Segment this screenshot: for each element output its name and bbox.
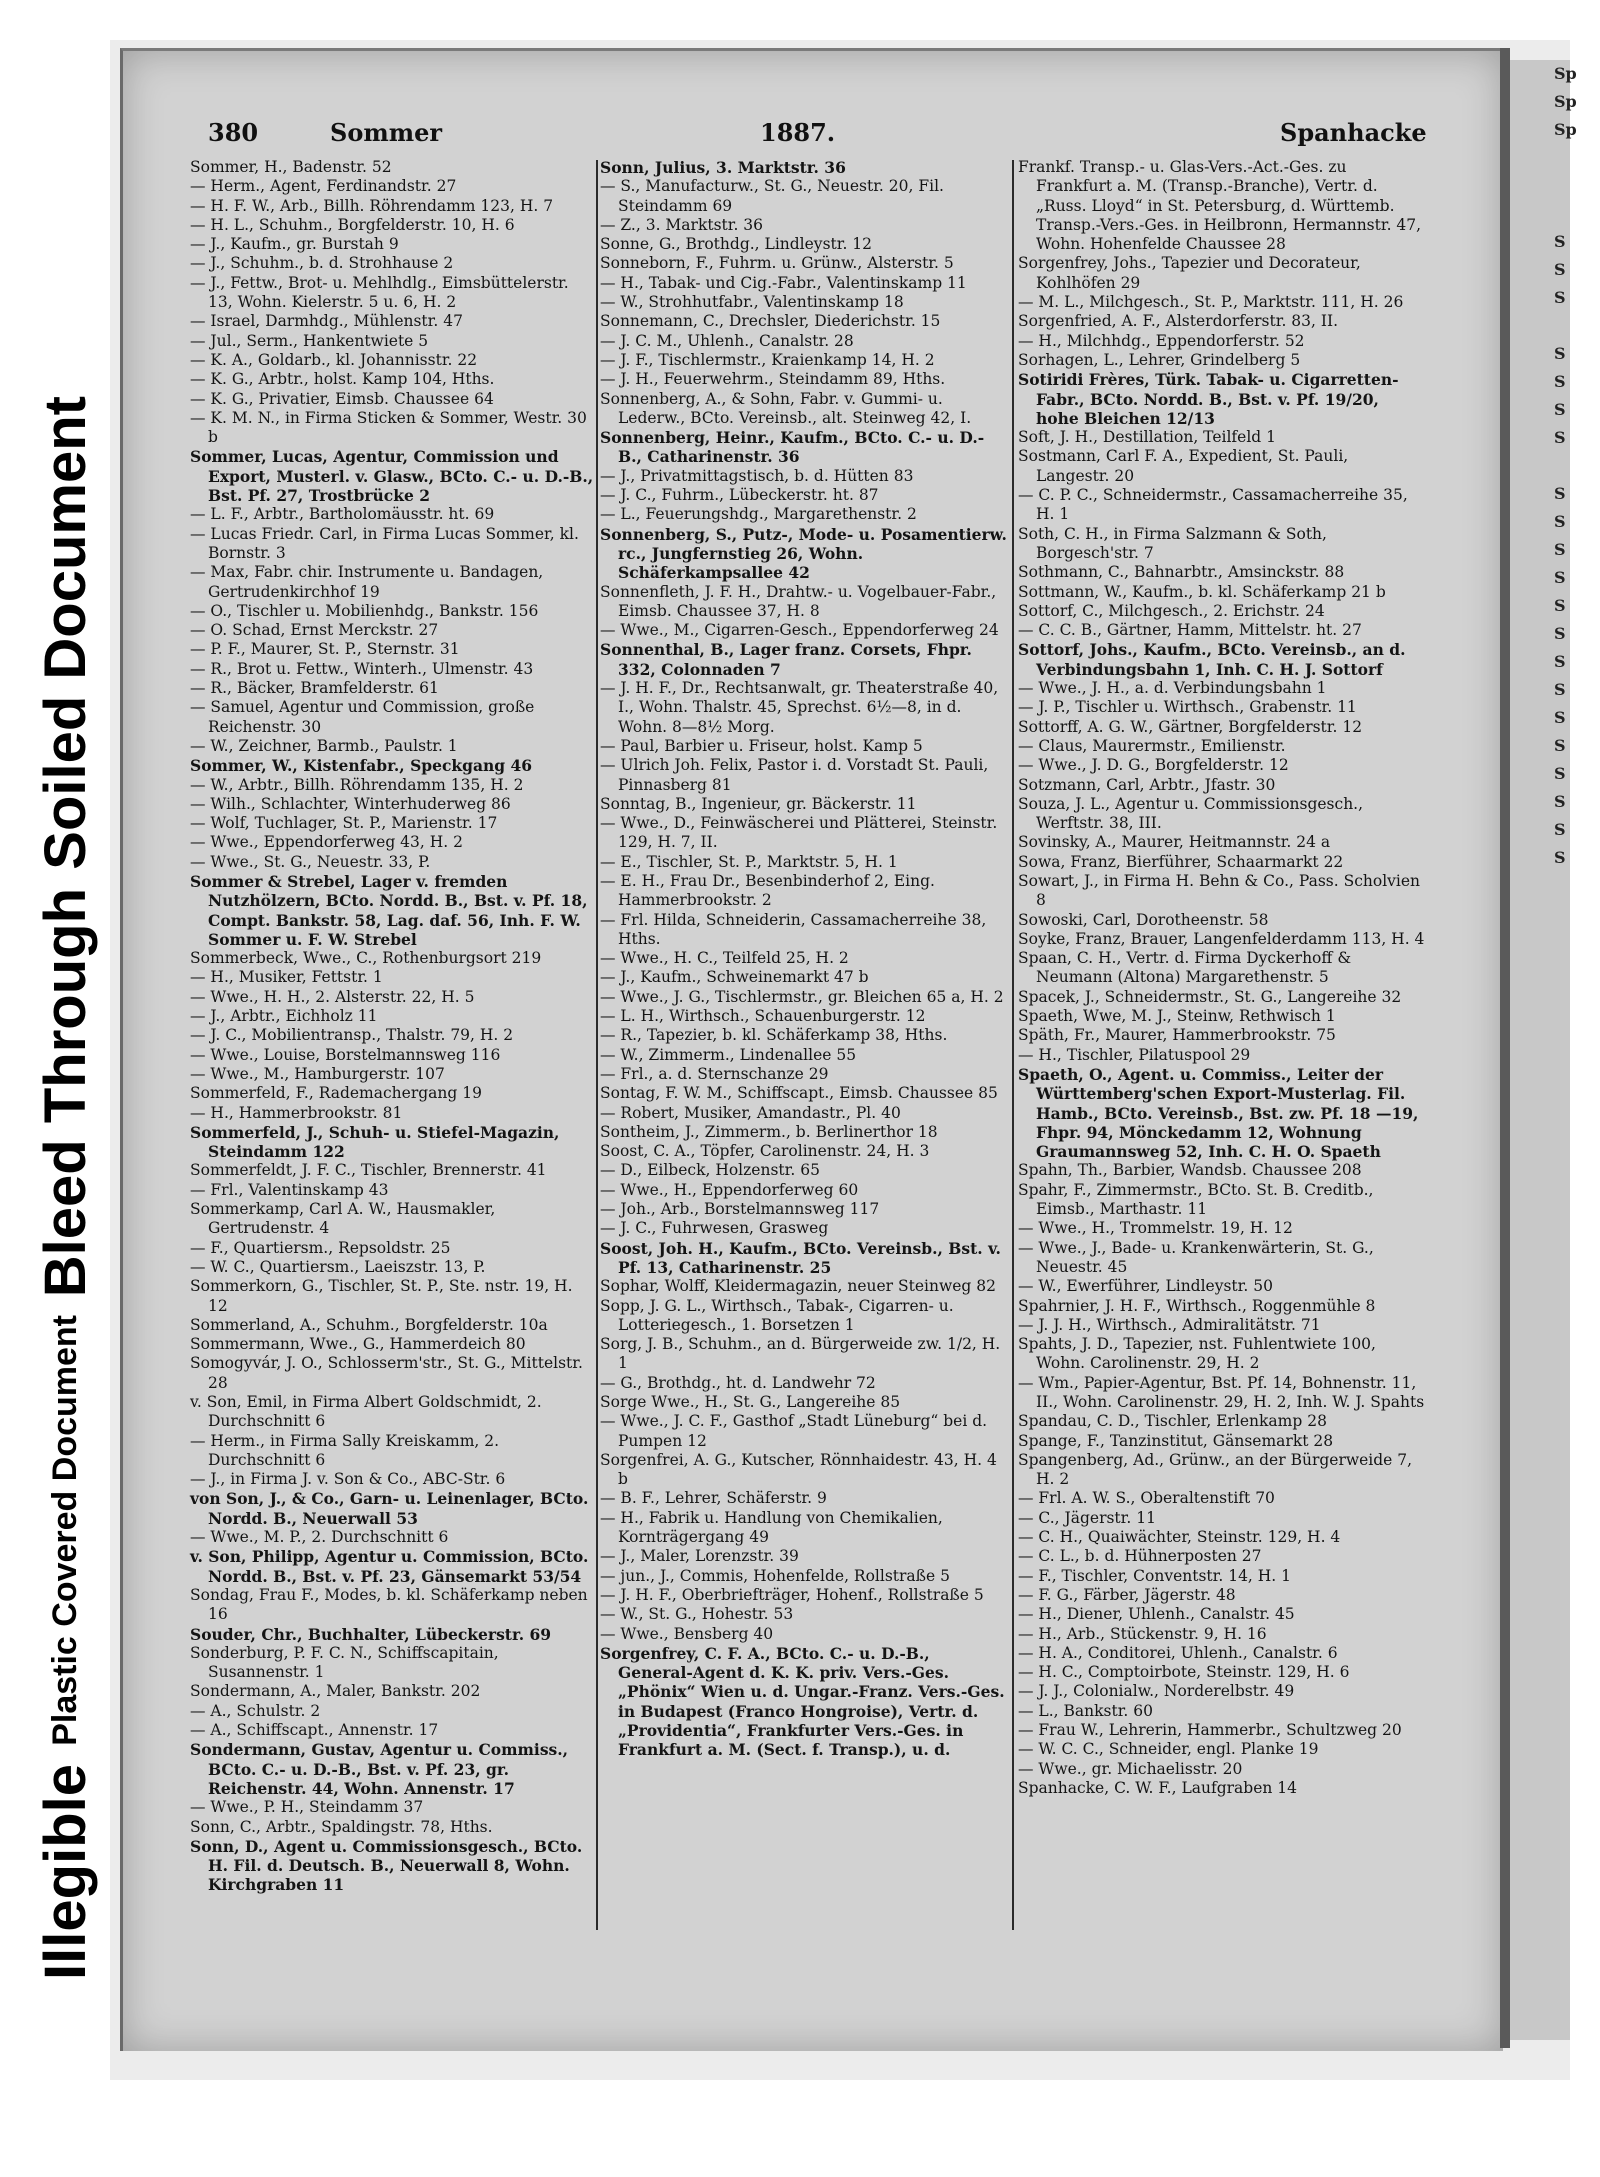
- directory-entry: Sonnenberg, A., & Sohn, Fabr. v. Gummi- u. Lederw., BCto. Vereinsb., alt. Steinweg 42, I.: [600, 389, 972, 427]
- directory-entry: — S., Manufacturw., St. G., Neuestr. 20, Fil. Steindamm 69: [600, 177, 944, 215]
- directory-entry: — J. C., Mobilientransp., Thalstr. 79, H. 2: [190, 1026, 514, 1045]
- directory-entry: Sonderburg, P. F. C. N., Schiffscapitain, Susannenstr. 1: [190, 1643, 499, 1682]
- directory-entry: Soft, J. H., Destillation, Teilfeld 1: [1018, 428, 1276, 447]
- directory-entry: — W., Arbtr., Billh. Röhrendamm 135, H. 2: [190, 775, 524, 794]
- directory-column-2: [600, 158, 1008, 1938]
- directory-entry: — H. C., Comptoirbote, Steinstr. 129, H. 6: [1018, 1663, 1350, 1682]
- directory-entry: Sommerfeldt, J. F. C., Tischler, Brennerstr. 41: [190, 1161, 547, 1180]
- directory-entry: — B. F., Lehrer, Schäferstr. 9: [600, 1489, 827, 1508]
- directory-entry: — W., St. G., Hohestr. 53: [600, 1605, 794, 1624]
- directory-entry: — H. L., Schuhm., Borgfelderstr. 10, H. 6: [190, 215, 515, 234]
- directory-entry: — J. C., Fuhrwesen, Grasweg: [600, 1219, 829, 1238]
- directory-entry: — Wwe., H., Trommelstr. 19, H. 12: [1018, 1219, 1293, 1238]
- next-page-fragment: S: [1554, 428, 1566, 447]
- next-page-fragment: [1510, 172, 1570, 200]
- directory-entry: — K. A., Goldarb., kl. Johannisstr. 22: [190, 350, 478, 369]
- directory-entry: — W., Zeichner, Barmb., Paulstr. 1: [190, 736, 458, 755]
- banner-bleed-through: Bleed Through: [32, 888, 98, 1298]
- directory-entry: Sonnenberg, S., Putz-, Mode- u. Posamentierw. rc., Jungfernstieg 26, Wohn. Schäferkampsallee 42: [600, 524, 1007, 583]
- directory-entry: Spahn, Th., Barbier, Wandsb. Chaussee 208: [1018, 1161, 1362, 1180]
- directory-entry: — J., Kaufm., Schweinemarkt 47 b: [600, 968, 869, 987]
- directory-entry: — H. A., Conditorei, Uhlenh., Canalstr. 6: [1018, 1643, 1338, 1662]
- running-head-left: Sommer: [330, 118, 443, 147]
- directory-entry: Sonnenfleth, J. F. H., Drahtw.- u. Vogelbauer-Fabr., Eimsb. Chaussee 37, H. 8: [600, 582, 997, 620]
- directory-entry: — L., Bankstr. 60: [1018, 1701, 1153, 1720]
- directory-entry: — C. L., b. d. Hühnerposten 27: [1018, 1547, 1262, 1566]
- next-page-fragment: [1510, 312, 1570, 340]
- page-header: [200, 118, 1440, 150]
- directory-entry: — Wwe., J. H., a. d. Verbindungsbahn 1: [1018, 679, 1327, 698]
- banner-plastic-covered: Plastic Covered Document: [45, 1315, 84, 1747]
- directory-entry: v. Son, Emil, in Firma Albert Goldschmidt, 2. Durchschnitt 6: [190, 1393, 542, 1431]
- directory-entry: — J., Privatmittagstisch, b. d. Hütten 83: [600, 466, 914, 485]
- directory-entry: — L. H., Wirthsch., Schauenburgerstr. 12: [600, 1007, 926, 1026]
- next-page-fragment: S: [1554, 764, 1566, 783]
- next-page-fragment: S: [1554, 652, 1566, 671]
- directory-entry: — Frl., Valentinskamp 43: [190, 1180, 389, 1199]
- book-gutter: [1500, 48, 1510, 2048]
- directory-entry: Sorhagen, L., Lehrer, Grindelberg 5: [1018, 350, 1301, 369]
- directory-entry: Sonne, G., Brothdg., Lindleystr. 12: [600, 235, 873, 254]
- directory-entry: — Claus, Maurermstr., Emilienstr.: [1018, 736, 1286, 755]
- directory-entry: Sorgenfrei, A. G., Kutscher, Rönnhaidestr. 43, H. 4 b: [600, 1450, 997, 1489]
- directory-entry: — J. P., Tischler u. Wirthsch., Grabenstr. 11: [1018, 698, 1357, 717]
- running-head-year: 1887.: [760, 118, 836, 147]
- directory-entry: Sommer, H., Badenstr. 52: [190, 158, 392, 176]
- directory-entry: Sommerkorn, G., Tischler, St. P., Ste. nstr. 19, H. 12: [190, 1277, 573, 1315]
- directory-entry: — Frl., a. d. Sternschanze 29: [600, 1064, 829, 1083]
- directory-entry: Spahts, J. D., Tapezier, nst. Fuhlentwiete 100, Wohn. Carolinenstr. 29, H. 2: [1018, 1335, 1376, 1373]
- directory-entry: Sommerland, A., Schuhm., Borgfelderstr. 10a: [190, 1315, 548, 1334]
- next-page-fragment: [1510, 144, 1570, 172]
- directory-entry: Sostmann, Carl F. A., Expedient, St. Pauli, Langestr. 20: [1018, 447, 1349, 485]
- directory-entry: — R., Brot u. Fettw., Winterh., Ulmenstr. 43: [190, 659, 534, 678]
- directory-entry: — R., Bäcker, Bramfelderstr. 61: [190, 679, 439, 698]
- directory-entry: — Jul., Serm., Hankentwiete 5: [190, 331, 429, 350]
- directory-entry: Sonnemann, C., Drechsler, Diederichstr. 15: [600, 312, 941, 331]
- directory-entry: — Wolf, Tuchlager, St. P., Marienstr. 17: [190, 814, 498, 833]
- directory-entry: — H., Hammerbrookstr. 81: [190, 1103, 403, 1122]
- directory-entry: — K. G., Arbtr., holst. Kamp 104, Hths.: [190, 370, 495, 389]
- directory-entry: Sommermann, Wwe., G., Hammerdeich 80: [190, 1335, 526, 1354]
- directory-entry: — O., Tischler u. Mobilienhdg., Bankstr. 156: [190, 601, 539, 620]
- next-page-fragment: S: [1554, 568, 1566, 587]
- next-page-fragment: S: [1554, 708, 1566, 727]
- directory-entry: Spaan, C. H., Vertr. d. Firma Dyckerhoff & Neumann (Altona) Margarethenstr. 5: [1018, 949, 1352, 987]
- directory-entry: Sonn, D., Agent u. Commissionsgesch., BCto. H. Fil. d. Deutsch. B., Neuerwall 8, Wohn. Kirchgraben 11: [190, 1836, 583, 1895]
- directory-column-3: [1018, 158, 1426, 1938]
- directory-entry: Sorgenfried, A. F., Alsterdorferstr. 83, II.: [1018, 312, 1339, 331]
- directory-entry: — J. F., Tischlermstr., Kraienkamp 14, H. 2: [600, 350, 935, 369]
- next-page-fragment: S: [1554, 540, 1566, 559]
- next-page-fragment: Sp: [1554, 92, 1577, 111]
- directory-entry: Spanhacke, C. W. F., Laufgraben 14: [1018, 1778, 1297, 1797]
- directory-entry: — K. M. N., in Firma Sticken & Sommer, Westr. 30 b: [190, 408, 587, 447]
- directory-entry: — L., Feuerungshdg., Margarethenstr. 2: [600, 505, 917, 524]
- directory-entry: — J., in Firma J. v. Son & Co., ABC-Str. 6: [190, 1470, 506, 1489]
- directory-entry: — Israel, Darmhdg., Mühlenstr. 47: [190, 312, 463, 331]
- directory-entry: — Wwe., Louise, Borstelmannsweg 116: [190, 1045, 501, 1064]
- directory-entry: — F. G., Färber, Jägerstr. 48: [1018, 1585, 1236, 1604]
- directory-entry: — Frau W., Lehrerin, Hammerbr., Schultzweg 20: [1018, 1721, 1402, 1740]
- directory-entry: — Paul, Barbier u. Friseur, holst. Kamp 5: [600, 736, 923, 755]
- directory-entry: Sophar, Wolff, Kleidermagazin, neuer Steinweg 82: [600, 1277, 996, 1296]
- directory-entry: Sowoski, Carl, Dorotheenstr. 58: [1018, 910, 1269, 929]
- directory-entry: Späth, Fr., Maurer, Hammerbrookstr. 75: [1018, 1026, 1336, 1045]
- directory-entry: — Wwe., M., Hamburgerstr. 107: [190, 1064, 445, 1083]
- directory-entry: — H., Diener, Uhlenh., Canalstr. 45: [1018, 1605, 1295, 1624]
- directory-entry: — H., Fabrik u. Handlung von Chemikalien, Kornträgergang 49: [600, 1508, 943, 1547]
- directory-entry: Spahrnier, J. H. F., Wirthsch., Roggenmühle 8: [1018, 1296, 1376, 1315]
- directory-entry: — K. G., Privatier, Eimsb. Chaussee 64: [190, 389, 494, 408]
- directory-entry: Sontheim, J., Zimmerm., b. Berlinerthor 18: [600, 1122, 938, 1141]
- directory-entry: — J. H., Feuerwehrm., Steindamm 89, Hths.: [600, 370, 946, 389]
- directory-entry: — M. L., Milchgesch., St. P., Marktstr. 111, H. 26: [1018, 293, 1404, 312]
- directory-entry: Sottorff, A. G. W., Gärtner, Borgfelderstr. 12: [1018, 717, 1363, 736]
- directory-entry: Sottmann, W., Kaufm., b. kl. Schäferkamp 21 b: [1018, 582, 1386, 601]
- directory-entry: — J., Kaufm., gr. Burstah 9: [190, 235, 399, 254]
- directory-entry: Sommerbeck, Wwe., C., Rothenburgsort 219: [190, 949, 542, 968]
- directory-entry: — H. F. W., Arb., Billh. Röhrendamm 123, H. 7: [190, 196, 554, 215]
- next-page-fragment: S: [1554, 512, 1566, 531]
- directory-entry: — J. C. M., Uhlenh., Canalstr. 28: [600, 331, 854, 350]
- directory-entry: — Lucas Friedr. Carl, in Firma Lucas Sommer, kl. Bornstr. 3: [190, 524, 579, 562]
- directory-entry: — J., Arbtr., Eichholz 11: [190, 1007, 378, 1026]
- column-rule: [596, 160, 598, 1930]
- directory-entry: — Robert, Musiker, Amandastr., Pl. 40: [600, 1103, 901, 1122]
- directory-entry: — Wwe., Eppendorferweg 43, H. 2: [190, 833, 463, 852]
- directory-entry: — J. J., Colonialw., Norderelbstr. 49: [1018, 1682, 1295, 1701]
- next-page-fragment: S: [1554, 820, 1566, 839]
- directory-entry: Souza, J. L., Agentur u. Commissionsgesch., Werftstr. 38, III.: [1018, 794, 1364, 833]
- directory-entry: Sommerfeld, F., Rademachergang 19: [190, 1084, 482, 1103]
- directory-entry: — J., Schuhm., b. d. Strohhause 2: [190, 254, 454, 273]
- directory-entry: Spaeth, O., Agent. u. Commiss., Leiter der Württemberg'schen Export-Musterlag. Fil. Hamb., BCto. Vereinsb., Bst. zw. Pf. 18 —19, Fhpr. 94, Mönckedamm 12, Wohnung Graumannsweg 52, Inh. C. H. O. Spaeth: [1018, 1064, 1419, 1162]
- next-page-fragment: S: [1554, 372, 1566, 391]
- directory-entry: — E., Tischler, St. P., Marktstr. 5, H. 1: [600, 852, 898, 871]
- page-number: 380: [208, 118, 259, 147]
- directory-entry: Sowart, J., in Firma H. Behn & Co., Pass. Scholvien 8: [1018, 871, 1421, 910]
- directory-entry: Sorge Wwe., H., St. G., Langereihe 85: [600, 1393, 901, 1411]
- directory-entry: — J. J. H., Wirthsch., Admiralitätstr. 71: [1018, 1315, 1321, 1334]
- directory-entry: — Z., 3. Marktstr. 36: [600, 215, 764, 234]
- next-page-fragment: S: [1554, 680, 1566, 699]
- directory-entry: Sorgenfrey, C. F. A., BCto. C.- u. D.-B., General-Agent d. K. K. priv. Vers.-Ges. „Phönix“ Wien u. d. Ungar.-Franz. Vers.-Ges. in Budapest (Franco Hongroise), Vertr. d. „Providentia“, Frankfurter Vers.-Ges. in Frankfurt a. M. (Sect. f. Transp.), u. d.: [600, 1643, 1005, 1760]
- directory-entry: Sorgenfrey, Johs., Tapezier und Decorateur, Kohlhöfen 29: [1018, 254, 1361, 292]
- directory-entry: — Wm., Papier-Agentur, Bst. Pf. 14, Bohnenstr. 11, II., Wohn. Carolinenstr. 29, H. 2, Inh. W. J. Spahts: [1018, 1373, 1425, 1411]
- next-page-fragment: [1510, 452, 1570, 480]
- directory-entry: Sopp, J. G. L., Wirthsch., Tabak-, Cigarren- u. Lotteriegesch., 1. Borsetzen 1: [600, 1296, 954, 1334]
- directory-entry: Sonnenberg, Heinr., Kaufm., BCto. C.- u. D.-B., Catharinenstr. 36: [600, 428, 985, 467]
- directory-entry: Sommer & Strebel, Lager v. fremden Nutzhölzern, BCto. Nordd. B., Bst. v. Pf. 18, Compt. Bankstr. 58, Lag. daf. 56, Inh. F. W. Sommer u. F. W. Strebel: [190, 871, 588, 949]
- directory-entry: Souder, Chr., Buchhalter, Lübeckerstr. 69: [190, 1624, 552, 1644]
- next-page-fragment: S: [1554, 792, 1566, 811]
- directory-entry: — Wwe., M., Cigarren-Gesch., Eppendorferweg 24: [600, 621, 999, 640]
- directory-entry: Sondermann, A., Maler, Bankstr. 202: [190, 1682, 481, 1701]
- directory-entry: — H., Tischler, Pilatuspool 29: [1018, 1045, 1251, 1064]
- next-page-fragment: Sp: [1554, 64, 1577, 83]
- directory-entry: — Wilh., Schlachter, Winterhuderweg 86: [190, 794, 511, 813]
- directory-entry: Sondermann, Gustav, Agentur u. Commiss., BCto. C.- u. D.-B., Bst. v. Pf. 23, gr. Reichenstr. 44, Wohn. Annenstr. 17: [190, 1740, 569, 1798]
- directory-entry: — jun., J., Commis, Hohenfelde, Rollstraße 5: [600, 1566, 950, 1585]
- directory-entry: — J., Maler, Lorenzstr. 39: [600, 1547, 799, 1566]
- directory-entry: — Frl. A. W. S., Oberaltenstift 70: [1018, 1489, 1275, 1508]
- directory-entry: — L. F., Arbtr., Bartholomäusstr. ht. 69: [190, 505, 495, 524]
- directory-entry: von Son, J., & Co., Garn- u. Leinenlager, BCto. Nordd. B., Neuerwall 53: [190, 1489, 589, 1528]
- directory-entry: Somogyvár, J. O., Schlosserm'str., St. G., Mittelstr. 28: [190, 1354, 583, 1392]
- directory-entry: — W. C. C., Schneider, engl. Planke 19: [1018, 1740, 1319, 1759]
- directory-entry: — F., Quartiersm., Repsoldstr. 25: [190, 1238, 451, 1257]
- directory-entry: — C. C. B., Gärtner, Hamm, Mittelstr. ht. 27: [1018, 621, 1362, 640]
- next-page-fragment: S: [1554, 848, 1566, 867]
- directory-entry: Sonnenthal, B., Lager franz. Corsets, Fhpr. 332, Colonnaden 7: [600, 640, 972, 679]
- directory-entry: Sonn, Julius, 3. Marktstr. 36: [600, 158, 846, 177]
- directory-entry: Spange, F., Tanzinstitut, Gänsemarkt 28: [1018, 1431, 1334, 1450]
- directory-entry: — Frl. Hilda, Schneiderin, Cassamacherreihe 38, Hths.: [600, 910, 987, 948]
- directory-entry: Spaeth, Wwe, M. J., Steinw, Rethwisch 1: [1018, 1007, 1336, 1026]
- directory-entry: — Max, Fabr. chir. Instrumente u. Bandagen, Gertrudenkirchhof 19: [190, 563, 544, 601]
- directory-entry: — J. H. F., Oberbriefträger, Hohenf., Rollstraße 5: [600, 1585, 984, 1604]
- directory-entry: — W., Zimmerm., Lindenallee 55: [600, 1045, 857, 1064]
- directory-entry: Sorg, J. B., Schuhm., an d. Bürgerweide zw. 1/2, H. 1: [600, 1335, 1001, 1373]
- directory-entry: Sowa, Franz, Bierführer, Schaarmarkt 22: [1018, 852, 1344, 871]
- directory-entry: — Wwe., M. P., 2. Durchschnitt 6: [190, 1528, 449, 1547]
- condition-banner: [30, 130, 100, 1980]
- next-page-fragment: Sp: [1554, 120, 1577, 139]
- directory-entry: — A., Schiffscapt., Annenstr. 17: [190, 1721, 439, 1740]
- directory-entry: Sotiridi Frères, Türk. Tabak- u. Cigarretten-Fabr., BCto. Nordd. B., Bst. v. Pf. 19/20, hohe Bleichen 12/13: [1018, 370, 1399, 428]
- next-page-fragment: S: [1554, 288, 1566, 307]
- directory-column-1: [190, 158, 595, 1938]
- directory-entry: Sommer, Lucas, Agentur, Commission und Export, Musterl. v. Glasw., BCto. C.- u. D.-B., Bst. Pf. 27, Trostbrücke 2: [190, 447, 594, 506]
- directory-entry: — Wwe., H. H., 2. Alsterstr. 22, H. 5: [190, 987, 475, 1006]
- directory-entry: Sothmann, C., Bahnarbtr., Amsinckstr. 88: [1018, 563, 1345, 582]
- directory-entry: — Ulrich Joh. Felix, Pastor i. d. Vorstadt St. Pauli, Pinnasberg 81: [600, 756, 989, 794]
- directory-entry: — Herm., Agent, Ferdinandstr. 27: [190, 177, 457, 196]
- directory-entry: — C. H., Quaiwächter, Steinstr. 129, H. 4: [1018, 1528, 1341, 1547]
- directory-entry: Spacek, J., Schneidermstr., St. G., Langereihe 32: [1018, 987, 1402, 1006]
- directory-entry: — W. C., Quartiersm., Laeiszstr. 13, P.: [190, 1257, 486, 1276]
- next-page-fragment: S: [1554, 400, 1566, 419]
- next-page-fragment: S: [1554, 736, 1566, 755]
- directory-entry: Sonn, C., Arbtr., Spaldingstr. 78, Hths.: [190, 1817, 493, 1836]
- directory-entry: — H., Tabak- und Cig.-Fabr., Valentinskamp 11: [600, 273, 967, 292]
- next-page-fragment: S: [1554, 232, 1566, 251]
- directory-entry: Sovinsky, A., Maurer, Heitmannstr. 24 a: [1018, 833, 1331, 852]
- directory-entry: — E. H., Frau Dr., Besenbinderhof 2, Eing. Hammerbrookstr. 2: [600, 871, 935, 910]
- next-page-fragment: S: [1554, 344, 1566, 363]
- directory-entry: Spandau, C. D., Tischler, Erlenkamp 28: [1018, 1412, 1327, 1431]
- directory-entry: — H., Milchhdg., Eppendorferstr. 52: [1018, 331, 1305, 350]
- directory-entry: — Wwe., J. D. G., Borgfelderstr. 12: [1018, 756, 1289, 775]
- directory-entry: — C., Jägerstr. 11: [1018, 1508, 1156, 1527]
- directory-entry: — Wwe., D., Feinwäscherei und Plätterei, Steinstr. 129, H. 7, II.: [600, 814, 998, 852]
- directory-entry: — H., Musiker, Fettstr. 1: [190, 968, 383, 987]
- banner-soiled-document: Soiled Document: [32, 396, 98, 871]
- directory-entry: — A., Schulstr. 2: [190, 1701, 321, 1720]
- directory-entry: Soost, Joh. H., Kaufm., BCto. Vereinsb., Bst. v. Pf. 13, Catharinenstr. 25: [600, 1238, 1001, 1277]
- directory-entry: Spahr, F., Zimmermstr., BCto. St. B. Creditb., Eimsb., Marthastr. 11: [1018, 1180, 1374, 1219]
- directory-entry: — Wwe., H. C., Teilfeld 25, H. 2: [600, 949, 849, 968]
- directory-entry: Sommerfeld, J., Schuh- u. Stiefel-Magazin, Steindamm 122: [190, 1122, 560, 1162]
- directory-entry: — J. H. F., Dr., Rechtsanwalt, gr. Theaterstraße 40, I., Wohn. Thalstr. 45, Sprechst. 6½—8, in d. Wohn. 8—8½ Morg.: [600, 679, 999, 736]
- next-page-fragment: S: [1554, 484, 1566, 503]
- directory-entry: — J., Fettw., Brot- u. Mehlhdlg., Eimsbüttelerstr. 13, Wohn. Kielerstr. 5 u. 6, H. 2: [190, 273, 569, 312]
- directory-entry: — Herm., in Firma Sally Kreiskamm, 2. Durchschnitt 6: [190, 1431, 500, 1469]
- directory-entry: Frankf. Transp.- u. Glas-Vers.-Act.-Ges. zu Frankfurt a. M. (Transp.-Branche), Vertr. d. „Russ. Lloyd“ in St. Petersburg, d. Württemb. Transp.-Vers.-Ges. in Heilbronn, Hermannstr. 47, Wohn. Hohenfelde Chaussee 28: [1018, 158, 1422, 254]
- next-page-fragment: S: [1554, 624, 1566, 643]
- directory-entry: Sommerkamp, Carl A. W., Hausmakler, Gertrudenstr. 4: [190, 1200, 496, 1238]
- banner-illegible: Illegible: [32, 1764, 98, 1980]
- directory-entry: Soost, C. A., Töpfer, Carolinenstr. 24, H. 3: [600, 1142, 930, 1161]
- running-head-right: Spanhacke: [1280, 118, 1427, 147]
- directory-entry: — Wwe., gr. Michaelisstr. 20: [1018, 1759, 1243, 1778]
- directory-entry: — Samuel, Agentur und Commission, große Reichenstr. 30: [190, 698, 535, 736]
- directory-entry: — Wwe., J. C. F., Gasthof „Stadt Lüneburg“ bei d. Pumpen 12: [600, 1412, 988, 1450]
- directory-entry: Sotzmann, Carl, Arbtr., Jfastr. 30: [1018, 775, 1276, 794]
- directory-entry: — Wwe., H., Eppendorferweg 60: [600, 1180, 859, 1199]
- directory-entry: — Joh., Arb., Borstelmannsweg 117: [600, 1200, 880, 1219]
- directory-entry: Sottorf, Johs., Kaufm., BCto. Vereinsb., an d. Verbindungsbahn 1, Inh. C. H. J. Sottorf: [1018, 640, 1406, 679]
- directory-entry: — Wwe., Bensberg 40: [600, 1624, 774, 1643]
- directory-entry: Soth, C. H., in Firma Salzmann & Soth, Borgesch'str. 7: [1018, 524, 1327, 562]
- column-rule: [1012, 160, 1014, 1930]
- directory-entry: Sontag, F. W. M., Schiffscapt., Eimsb. Chaussee 85: [600, 1084, 998, 1103]
- directory-entry: — H., Arb., Stückenstr. 9, H. 16: [1018, 1624, 1267, 1643]
- next-page-fragment: S: [1554, 260, 1566, 279]
- directory-entry: Sondag, Frau F., Modes, b. kl. Schäferkamp neben 16: [190, 1585, 588, 1624]
- directory-entry: — F., Tischler, Conventstr. 14, H. 1: [1018, 1566, 1292, 1585]
- directory-entry: — W., Strohhutfabr., Valentinskamp 18: [600, 293, 904, 312]
- directory-entry: — R., Tapezier, b. kl. Schäferkamp 38, Hths.: [600, 1026, 948, 1045]
- directory-entry: Sottorf, C., Milchgesch., 2. Erichstr. 24: [1018, 601, 1325, 620]
- directory-entry: — Wwe., J. G., Tischlermstr., gr. Bleichen 65 a, H. 2: [600, 987, 1004, 1006]
- directory-entry: — Wwe., St. G., Neuestr. 33, P.: [190, 852, 431, 871]
- directory-entry: Soyke, Franz, Brauer, Langenfelderdamm 113, H. 4: [1018, 929, 1425, 948]
- next-page-edge: [1510, 60, 1577, 2040]
- directory-entry: Spangenberg, Ad., Grünw., an der Bürgerweide 7, H. 2: [1018, 1450, 1413, 1489]
- directory-entry: — P. F., Maurer, St. P., Sternstr. 31: [190, 640, 460, 659]
- next-page-fragment: [1510, 200, 1570, 228]
- next-page-fragment: S: [1554, 596, 1566, 615]
- directory-entry: — C. P. C., Schneidermstr., Cassamacherreihe 35, H. 1: [1018, 486, 1408, 524]
- directory-entry: — J. C., Fuhrm., Lübeckerstr. ht. 87: [600, 486, 879, 505]
- directory-entry: Sommer, W., Kistenfabr., Speckgang 46: [190, 756, 533, 776]
- directory-entry: v. Son, Philipp, Agentur u. Commission, BCto. Nordd. B., Bst. v. Pf. 23, Gänsemarkt 53/54: [190, 1547, 589, 1586]
- directory-entry: — D., Eilbeck, Holzenstr. 65: [600, 1161, 820, 1180]
- directory-entry: — O. Schad, Ernst Merckstr. 27: [190, 621, 439, 640]
- directory-entry: — W., Ewerführer, Lindleystr. 50: [1018, 1277, 1273, 1296]
- directory-entry: Sonneborn, F., Fuhrm. u. Grünw., Alsterstr. 5: [600, 254, 954, 273]
- directory-entry: Sonntag, B., Ingenieur, gr. Bäckerstr. 11: [600, 794, 917, 813]
- directory-entry: — Wwe., J., Bade- u. Krankenwärterin, St. G., Neuestr. 45: [1018, 1238, 1374, 1276]
- directory-entry: — Wwe., P. H., Steindamm 37: [190, 1798, 424, 1817]
- directory-entry: — G., Brothdg., ht. d. Landwehr 72: [600, 1373, 876, 1392]
